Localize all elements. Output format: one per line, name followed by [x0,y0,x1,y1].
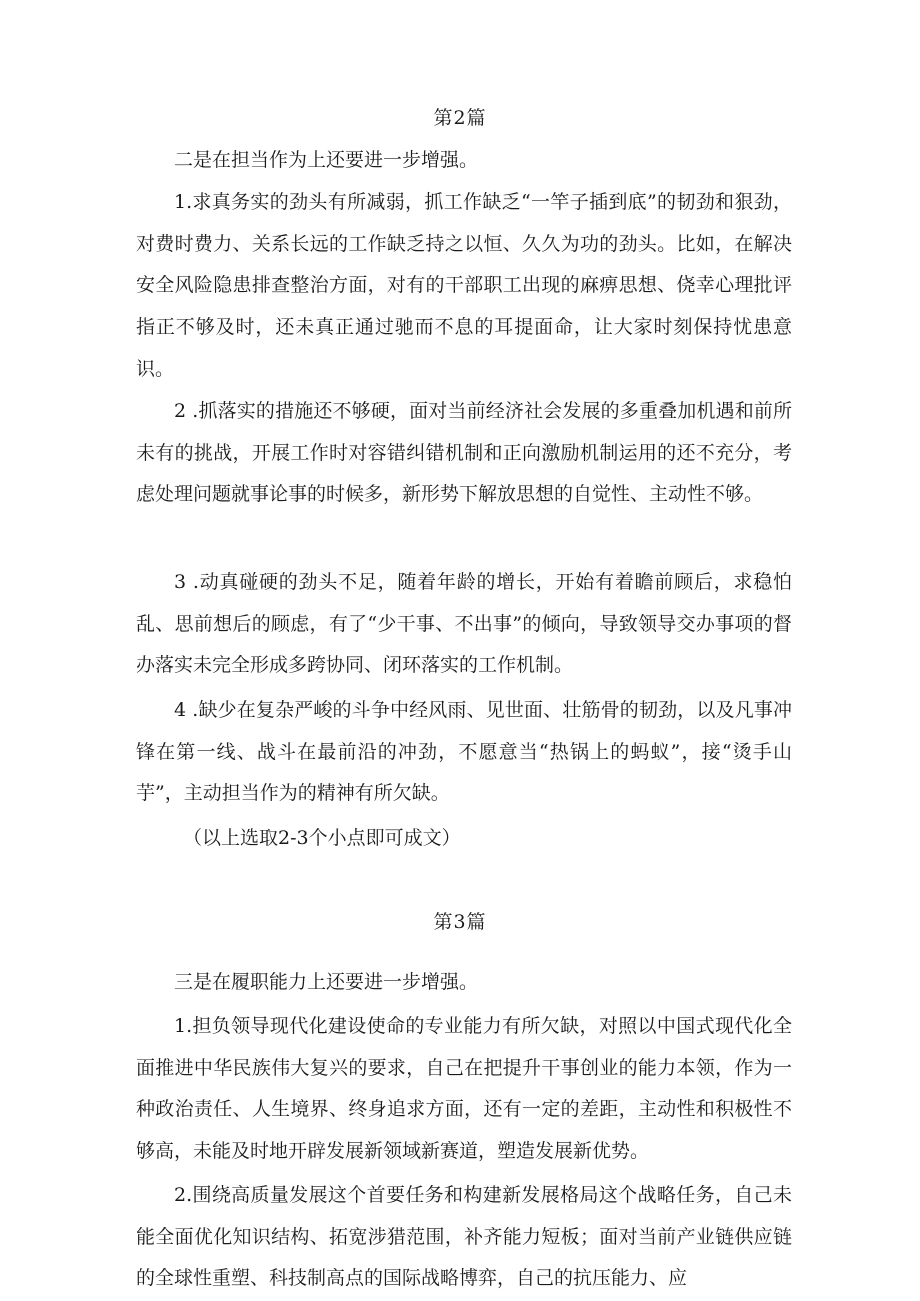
paragraph-item-4: 4 .缺少在复杂严峻的斗争中经风雨、见世面、壮筋骨的韧劲，以及凡事冲锋在第一线、战斗在最前沿的冲劲，不愿意当“热锅上的蚂蚁”，接“烫手山芋”，主动担当作为的精神有所欠缺。 [136,699,792,805]
selection-note: （以上选取2-3个小点即可成文） [183,827,461,849]
paragraph-item-2: 2.围绕高质量发展这个首要任务和构建新发展格局这个战略任务，自己未能全面优化知识结构、拓宽涉猎范围，补齐能力短板；面对当前产业链供应链的全球性重塑、科技制高点的国际战略博弈，自己的抗压能力、应 [136,1184,792,1290]
paragraph-item-3: 3 .动真碰硬的劲头不足，随着年龄的增长，开始有着瞻前顾后，求稳怕乱、思前想后的顾虑，有了“少干事、不出事”的倾向，导致领导交办事项的督办落实未完全形成多跨协同、闭环落实的工作机制。 [136,571,792,677]
section-title: 第3篇 [433,911,487,933]
paragraph-item-1: 1.求真务实的劲头有所减弱，抓工作缺乏“一竿子插到底”的韧劲和狠劲，对费时费力、关系长远的工作缺乏持之以恒、久久为功的劲头。比如，在解决安全风险隐患排查整治方面，对有的干部职工出现的麻痹思想、侥幸心理批评指正不够及时，还未真正通过驰而不息的耳提面命，让大家时刻保持忧患意识。 [136,191,792,380]
paragraph-intro: 三是在履职能力上还要进一步增强。 [174,971,479,993]
paragraph-intro: 二是在担当作为上还要进一步增强。 [174,149,479,171]
paragraph-item-2: 2 .抓落实的措施还不够硬，面对当前经济社会发展的多重叠加机遇和前所未有的挑战，开展工作时对容错纠错机制和正向激励机制运用的还不充分，考虑处理问题就事论事的时候多，新形势下解放思想的自觉性、主动性不够。 [136,400,792,506]
section-title: 第2篇 [433,107,487,129]
paragraph-item-1: 1.担负领导现代化建设使命的专业能力有所欠缺，对照以中国式现代化全面推进中华民族伟大复兴的要求，自己在把提升干事创业的能力本领，作为一种政治责任、人生境界、终身追求方面，还有一定的差距，主动性和积极性不够高，未能及时地开辟发展新领域新赛道，塑造发展新优势。 [136,1015,792,1163]
